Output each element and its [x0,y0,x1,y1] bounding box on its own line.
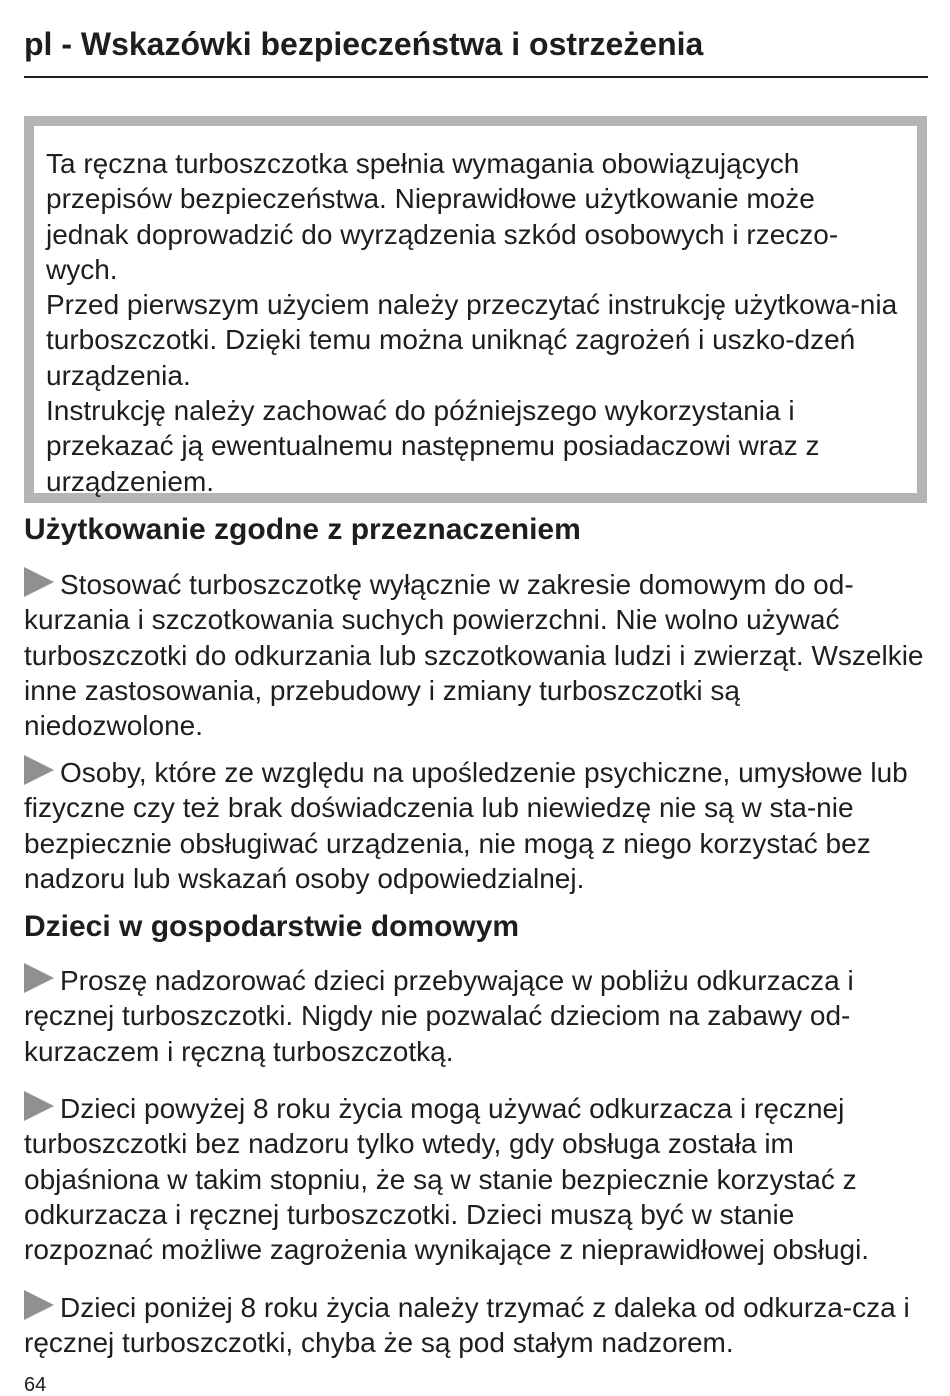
safety-notice-box [24,116,927,503]
triangle-bullet-icon [24,755,54,785]
triangle-bullet-icon [24,1091,54,1121]
page-title: pl - Wskazówki bezpieczeństwa i ostrzeżenia [24,26,704,62]
notice-paragraph: Instrukcję należy zachować do późniejszego wykorzystania i przekazać ją ewentualnemu następnemu posiadaczowi wraz z urządzeniem. [46,395,820,497]
list-item [24,1091,924,1267]
list-item [24,963,924,1069]
list-item [24,567,924,743]
list-item [24,755,924,896]
notice-paragraph: Ta ręczna turboszczotka spełnia wymagania obowiązujących przepisów bezpieczeństwa. Nieprawidłowe użytkowanie może jednak doprowadzić do wyrządzenia szkód osobowych i rzeczo-wych. [46,148,839,285]
notice-paragraph: Przed pierwszym użyciem należy przeczytać instrukcję użytkowa-nia turboszczotki. Dzięki temu można uniknąć zagrożeń i uszko-dzeń urządzenia. [46,289,898,391]
list-item-text: Stosować turboszczotkę wyłącznie w zakresie domowym do od-kurzania i szczotkowania suchych powierzchni. Nie wolno używać turboszczotki do odkurzania lub szczotkowania ludzi i zwierząt. Wszelkie inne zastosowania, przebudowy i zmiany turboszczotki są niedozwolone. [24,569,924,742]
triangle-bullet-icon [24,963,54,993]
list-item-text: Osoby, które ze względu na upośledzenie psychiczne, umysłowe lub fizyczne czy też brak doświadczenia lub niewiedzę nie są w sta-nie bezpiecznie obsługiwać urządzenia, nie mogą z niego korzystać bez nadzoru lub wskazań osoby odpowiedzialnej. [24,757,908,894]
triangle-bullet-icon [24,567,54,597]
list-item-text: Proszę nadzorować dzieci przebywające w pobliżu odkurzacza i ręcznej turboszczotki. Nigdy nie pozwalać dzieciom na zabawy od-kurzaczem i ręczną turboszczotką. [24,965,854,1067]
triangle-bullet-icon [24,1290,54,1320]
section-heading-intended-use: Użytkowanie zgodne z przeznaczeniem [24,513,581,546]
list-item [24,1290,924,1361]
list-item-text: Dzieci poniżej 8 roku życia należy trzymać z daleka od odkurza-cza i ręcznej turboszczotki, chyba że są pod stałym nadzorem. [24,1292,910,1359]
section-heading-children: Dzieci w gospodarstwie domowym [24,910,520,943]
page-number: 64 [24,1374,47,1396]
list-item-text: Dzieci powyżej 8 roku życia mogą używać odkurzacza i ręcznej turboszczotki bez nadzoru tylko wtedy, gdy obsługa została im objaśniona w takim stopniu, że są w stanie bezpiecznie korzystać z odkurzacza i ręcznej turboszczotki. Dzieci muszą być w stanie rozpoznać możliwe zagrożenia wynikające z nieprawidłowej obsługi. [24,1093,870,1266]
title-underline [24,76,928,78]
